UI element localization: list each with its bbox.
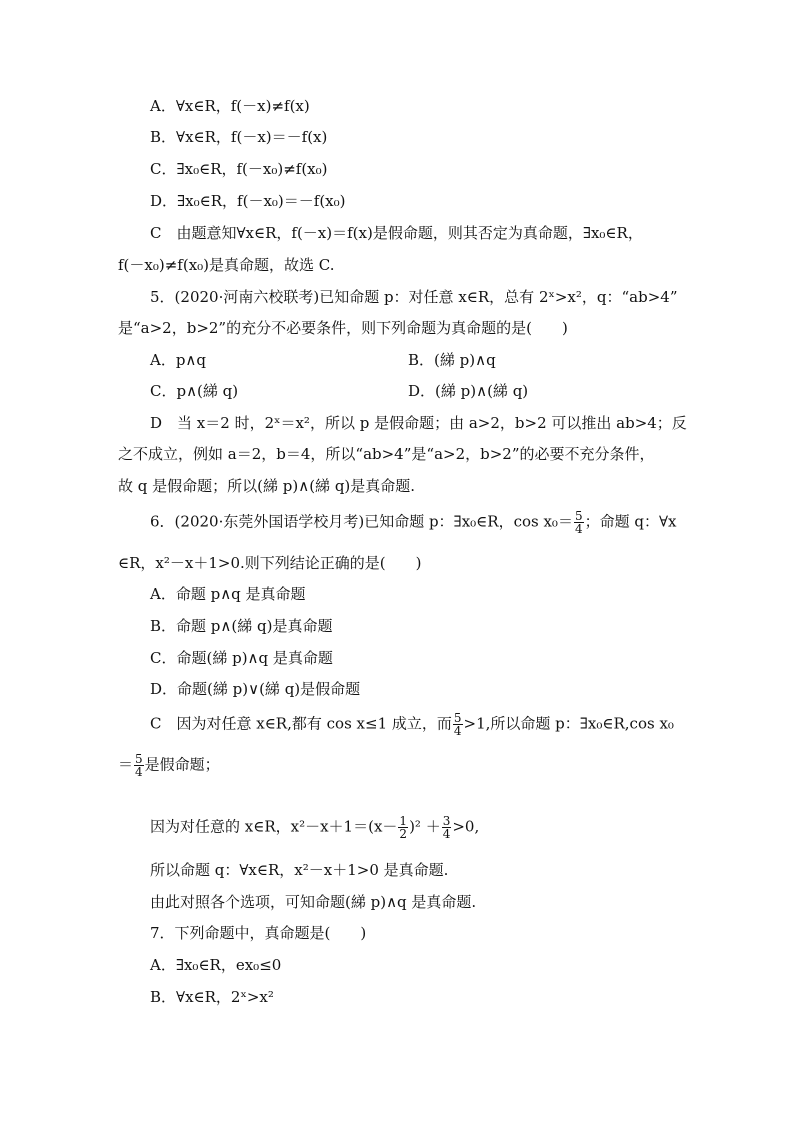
text-segment: ；命题 q：∀x <box>584 512 677 531</box>
text-segment: 是假命题； <box>144 755 220 774</box>
option-a-line: A．p∧q <box>150 351 207 369</box>
answer-line: 由此对照各个选项，可知命题(綈 p)∧q 是真命题. <box>150 893 477 911</box>
fraction: $\frac{1}{2}$ <box>399 814 408 841</box>
option-b-line: B．∀x∈R，f(－x)＝－f(x) <box>150 128 328 146</box>
question-6-title <box>150 510 676 535</box>
fraction: $\frac{5}{4}$ <box>135 752 143 779</box>
text-segment: ＝ <box>118 755 134 774</box>
text-segment: 6．(2020·东莞外国语学校月考)已知命题 p：∃x₀∈R，cos x₀＝ <box>150 512 573 531</box>
fraction: $\frac{5}{4}$ <box>453 711 462 738</box>
option-b-line: B．(綈 p)∧q <box>408 351 496 369</box>
option-d-line: D．∃x₀∈R，f(－x₀)＝－f(x₀) <box>150 192 346 210</box>
fraction: $\frac{3}{4}$ <box>442 814 451 841</box>
option-c-line: C．p∧(綈 q) <box>150 382 239 400</box>
fraction: $\frac{5}{4}$ <box>574 509 583 536</box>
answer-line: D 当 x＝2 时，2ˣ＝x²，所以 p 是假命题；由 a>2，b>2 可以推出 ab>4；反 <box>150 414 687 432</box>
option-c-line: C．∃x₀∈R，f(－x₀)≠f(x₀) <box>150 160 328 178</box>
option-b-line: B．∀x∈R，2ˣ>x² <box>150 988 274 1006</box>
answer-line <box>150 712 674 737</box>
option-b-line: B．命题 p∧(綈 q)是真命题 <box>150 617 333 635</box>
option-d-line: D．命题(綈 p)∨(綈 q)是假命题 <box>150 680 361 698</box>
option-a-line: A．∃x₀∈R，ex₀≤0 <box>150 956 282 974</box>
option-a-line: A．命题 p∧q 是真命题 <box>150 585 306 603</box>
text-segment: )² ＋ <box>409 817 441 836</box>
answer-line: 所以命题 q：∀x∈R，x²－x＋1>0 是真命题. <box>150 861 449 879</box>
answer-line: 故 q 是假命题；所以(綈 p)∧(綈 q)是真命题. <box>118 477 416 495</box>
text-segment: C 因为对任意 x∈R,都有 cos x≤1 成立，而 <box>150 714 452 733</box>
option-d-line: D．(綈 p)∧(綈 q) <box>408 382 529 400</box>
option-a-line: A．∀x∈R，f(－x)≠f(x) <box>150 97 310 115</box>
option-c-line: C．命题(綈 p)∧q 是真命题 <box>150 649 333 667</box>
question-5-title: 5．(2020·河南六校联考)已知命题 p：对任意 x∈R，总有 2ˣ>x²，q：“ab>4” <box>150 288 678 306</box>
answer-line: C 由题意知∀x∈R，f(－x)＝f(x)是假命题，则其否定为真命题，∃x₀∈R， <box>150 224 643 242</box>
text-segment: >1,所以命题 p：∃x₀∈R,cos x₀ <box>463 714 674 733</box>
answer-line <box>118 753 220 778</box>
answer-line: 之不成立，例如 a＝2，b＝4，所以“ab>4”是“a>2，b>2”的必要不充分条件， <box>118 445 655 463</box>
question-5-text: 是“a>2，b>2”的充分不必要条件，则下列命题为真命题的是( ) <box>118 319 568 337</box>
answer-line <box>150 815 479 840</box>
answer-line: f(－x₀)≠f(x₀)是真命题，故选 C. <box>118 256 335 274</box>
question-7-title: 7．下列命题中，真命题是( ) <box>150 924 367 942</box>
text-segment: 因为对任意的 x∈R，x²－x＋1＝(x－ <box>150 817 398 836</box>
text-segment: >0, <box>452 817 480 836</box>
question-6-text: ∈R，x²－x＋1>0.则下列结论正确的是( ) <box>118 554 422 572</box>
